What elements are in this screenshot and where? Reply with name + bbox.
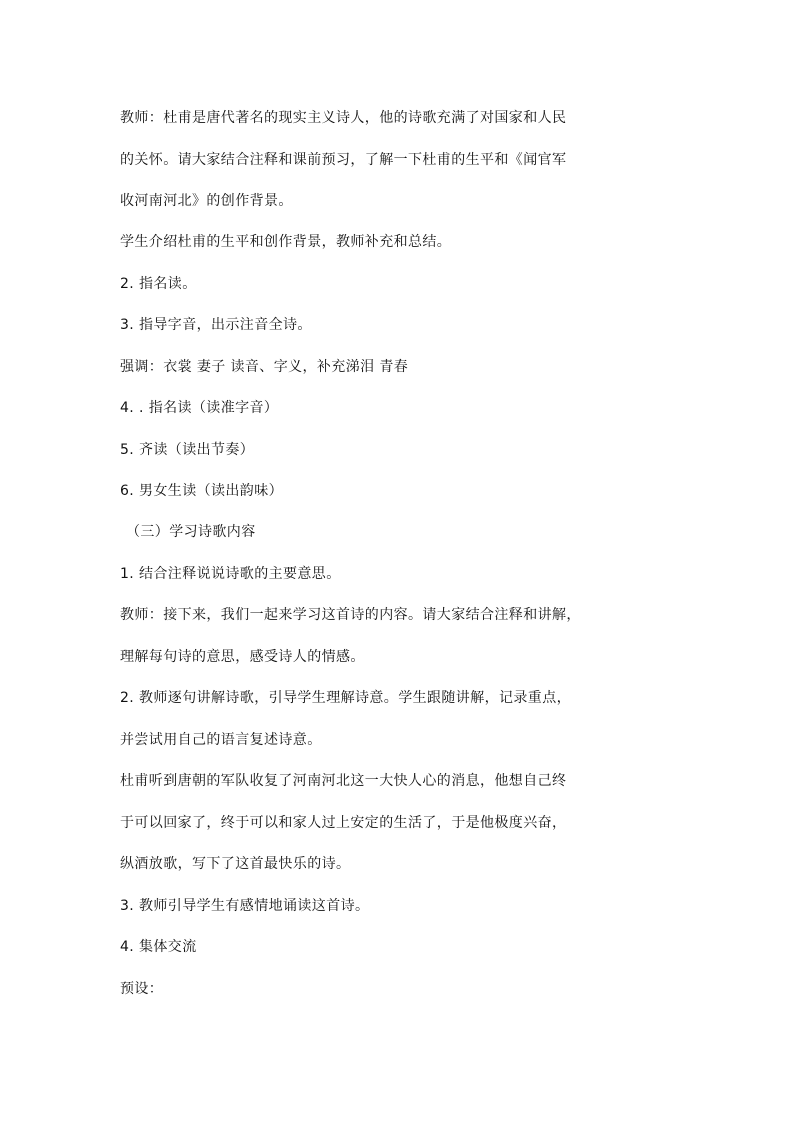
paragraph-line-5: 教师：接下来，我们一起来学习这首诗的内容。请大家结合注释和讲解， <box>120 607 581 623</box>
list-item-3: 3. 指导字音，出示注音全诗。 <box>120 317 312 333</box>
section-heading: （三）学习诗歌内容 <box>126 524 256 540</box>
list-item-2b: 2. 教师逐句讲解诗歌，引导学生理解诗意。学生跟随讲解，记录重点， <box>120 690 572 706</box>
paragraph-line-1: 教师：杜甫是唐代著名的现实主义诗人，他的诗歌充满了对国家和人民 <box>120 110 567 126</box>
paragraph-line-7: 并尝试用自己的语言复述诗意。 <box>120 732 322 748</box>
list-item-1: 1. 结合注释说说诗歌的主要意思。 <box>120 566 341 582</box>
paragraph-line-10: 纵酒放歌，写下了这首最快乐的诗。 <box>120 856 351 872</box>
preset-label: 预设： <box>120 981 164 997</box>
paragraph-line-9: 于可以回家了，终于可以和家人过上安定的生活了，于是他极度兴奋， <box>120 815 567 831</box>
paragraph-line-2: 的关怀。请大家结合注释和课前预习，了解一下杜甫的生平和《闻官军 <box>120 152 567 168</box>
emphasis-line: 强调：衣裳 妻子 读音、字义，补充涕泪 青春 <box>120 359 409 375</box>
paragraph-line-8: 杜甫听到唐朝的军队收复了河南河北这一大快人心的消息，他想自己终 <box>120 773 567 789</box>
paragraph-line-4: 学生介绍杜甫的生平和创作背景，教师补充和总结。 <box>120 234 452 250</box>
list-item-2: 2. 指名读。 <box>120 276 197 292</box>
list-item-5: 5. 齐读（读出节奏） <box>120 442 255 458</box>
list-item-4b: 4. 集体交流 <box>120 939 197 955</box>
list-item-3b: 3. 教师引导学生有感情地诵读这首诗。 <box>120 898 370 914</box>
list-item-4: 4. . 指名读（读准字音） <box>120 400 279 416</box>
paragraph-line-3: 收河南河北》的创作背景。 <box>120 193 293 209</box>
list-item-6: 6. 男女生读（读出韵味） <box>120 483 284 499</box>
paragraph-line-6: 理解每句诗的意思，感受诗人的情感。 <box>120 649 365 665</box>
